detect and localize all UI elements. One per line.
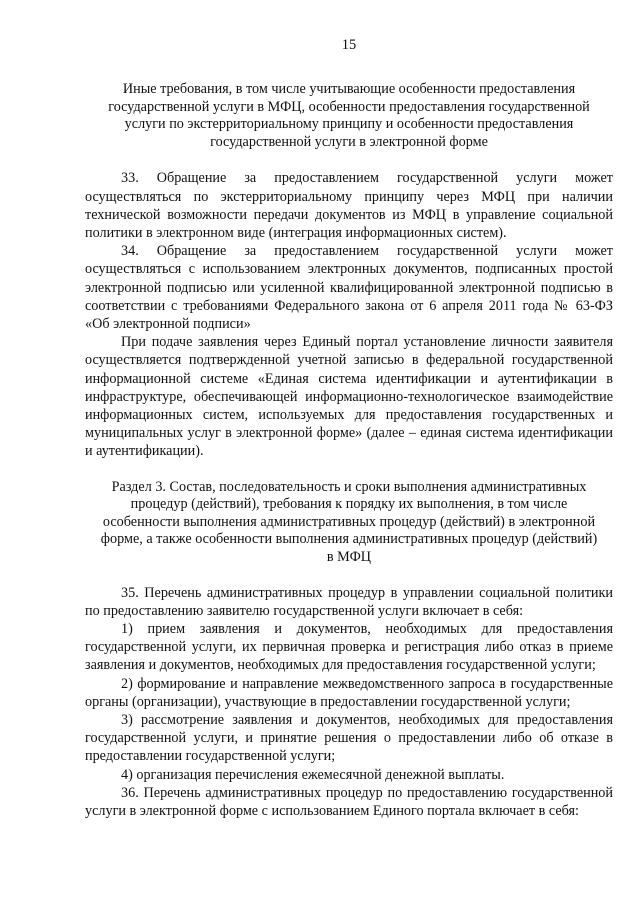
list-item-1: 1) прием заявления и документов, необходимых для предоставления государственной услуги, их первичная проверка и регистрация либо отказ в приеме заявления и документов, необходимых для предоставления государственной услуги; [85, 621, 613, 674]
paragraph-identity-verification: При подаче заявления через Единый портал установление личности заявителя осуществляется подтвержденной учетной записью в федеральной государственной информационной системе «Единая система идентификации и аутентификации в инфраструктуре, обеспечивающей информационно-технологическое взаимодействие информационных систем, используемых для предоставления государственных и муниципальных услуг в электронной форме» (далее – единая система идентификации и аутентификации). [85, 334, 613, 460]
paragraph-34: 34. Обращение за предоставлением государственной услуги может осуществляться с использованием электронных документов, подписанных простой электронной подписью или усиленной квалифицированной электронной подписью в соответствии с требованиями Федерального закона от 6 апреля 2011 года № 63-ФЗ «Об электронной подписи» [85, 243, 613, 332]
heading-line: форме, а также особенности выполнения административных процедур (действий) [100, 531, 598, 548]
heading-line: процедур (действий), требования к порядку их выполнения, в том числе [130, 496, 568, 513]
heading-line: услуги по экстерриториальному принципу и особенности предоставления [124, 116, 574, 133]
heading-line: государственной услуги в МФЦ, особенности предоставления государственной [108, 98, 590, 115]
heading-line: в МФЦ [326, 549, 372, 565]
heading-line: особенности выполнения административных процедур (действий) в электронной [102, 513, 596, 530]
page-number: 15 [341, 37, 357, 53]
section-heading-other-requirements [85, 81, 613, 151]
list-item-2: 2) формирование и направление межведомственного запроса в государственные органы (организации), участвующие в предоставлении государственной услуги; [85, 675, 613, 710]
paragraph-36: 36. Перечень административных процедур по предоставлению государственной услуги в электронной форме с использованием Единого портала включает в себя: [85, 784, 613, 820]
heading-line: Иные требования, в том числе учитывающие особенности предоставления [122, 81, 576, 97]
heading-line: государственной услуги в электронной форме [210, 133, 488, 150]
paragraph-35: 35. Перечень административных процедур в управлении социальной политики по предоставлению заявителю государственной услуги включает в себя: [85, 584, 613, 619]
heading-line: Раздел 3. Состав, последовательность и сроки выполнения административных [111, 478, 587, 495]
list-item-4: 4) организация перечисления ежемесячной денежной выплаты. [121, 766, 505, 783]
list-item-3: 3) рассмотрение заявления и документов, необходимых для предоставления государственной услуги, и принятие решения о предоставлении либо об отказе в предоставлении государственной услуги; [85, 712, 613, 765]
section-heading-part-3 [85, 479, 613, 567]
paragraph-33: 33. Обращение за предоставлением государственной услуги может осуществляться по экстерриториальному принципу через МФЦ при наличии технической возможности передачи документов из МФЦ в управление социальной политики в электронном виде (интеграция информационных систем). [85, 170, 613, 241]
